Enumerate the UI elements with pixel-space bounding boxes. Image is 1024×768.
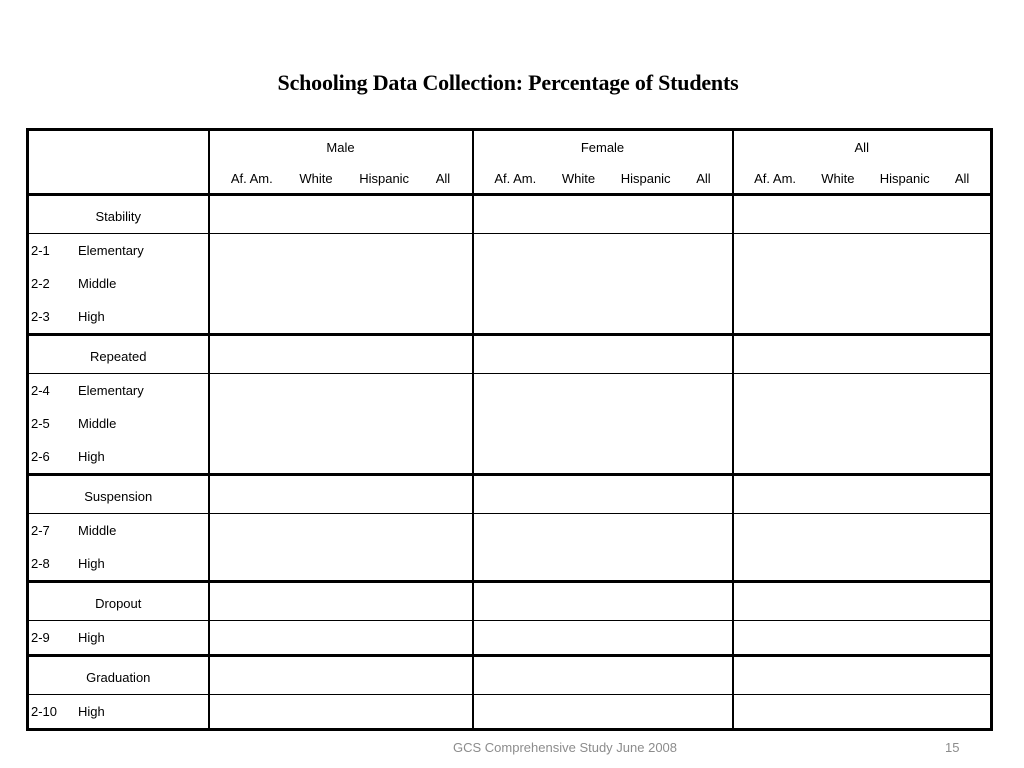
item-level: Elementary — [78, 383, 144, 398]
column-header: White — [299, 170, 333, 186]
section-row-repeated — [28, 335, 992, 374]
group-header-row — [28, 130, 992, 164]
section-label: Graduation — [28, 656, 209, 695]
table-row — [28, 300, 992, 335]
column-header: All — [696, 170, 711, 186]
column-header: All — [435, 170, 451, 186]
item-level: Middle — [78, 523, 117, 538]
table-row — [28, 514, 992, 548]
item-level: Middle — [78, 276, 117, 291]
item-level: High — [78, 704, 105, 719]
item-level: Middle — [78, 416, 117, 431]
table-row — [28, 547, 992, 582]
group-header-all: All — [733, 130, 992, 164]
section-label: Suspension — [28, 475, 209, 514]
item-code: 2-10 — [31, 704, 58, 719]
column-header: Hispanic — [620, 170, 671, 186]
section-label: Stability — [28, 195, 209, 234]
column-header: Af. Am. — [230, 170, 273, 186]
item-code: 2-5 — [31, 416, 50, 431]
column-header: Af. Am. — [494, 170, 537, 186]
table-row — [28, 621, 992, 656]
column-header: All — [954, 170, 970, 186]
section-row-stability — [28, 195, 992, 234]
section-row-dropout — [28, 582, 992, 621]
slide-title: Schooling Data Collection: Percentage of Students — [277, 70, 739, 95]
item-level: High — [78, 309, 105, 324]
item-code: 2-6 — [31, 449, 50, 464]
male-subheaders — [209, 163, 473, 195]
column-header: Af. Am. — [754, 170, 797, 186]
section-label: Repeated — [28, 335, 209, 374]
item-code: 2-4 — [31, 383, 50, 398]
item-code: 2-3 — [31, 309, 50, 324]
column-header: Hispanic — [359, 170, 410, 186]
item-level: High — [78, 630, 105, 645]
column-header: White — [561, 170, 596, 186]
item-level: High — [78, 556, 105, 571]
item-level: High — [78, 449, 105, 464]
table-row — [28, 407, 992, 440]
corner-cell — [28, 130, 209, 195]
column-header: Hispanic — [879, 170, 930, 186]
item-level: Elementary — [78, 243, 144, 258]
section-row-graduation — [28, 656, 992, 695]
section-label: Dropout — [28, 582, 209, 621]
female-subheaders — [473, 163, 733, 195]
page-number: 15 — [945, 740, 960, 755]
table-row — [28, 695, 992, 730]
section-row-suspension — [28, 475, 992, 514]
group-header-male: Male — [209, 130, 473, 164]
item-code: 2-7 — [31, 523, 50, 538]
item-code: 2-1 — [31, 243, 50, 258]
table-row — [28, 267, 992, 300]
data-collection-table — [26, 128, 993, 731]
table-row — [28, 374, 992, 408]
group-header-female: Female — [473, 130, 733, 164]
footer-text: GCS Comprehensive Study June 2008 — [453, 740, 678, 755]
item-code: 2-8 — [31, 556, 50, 571]
all-subheaders — [733, 163, 992, 195]
table-row — [28, 234, 992, 268]
item-code: 2-2 — [31, 276, 50, 291]
table-row — [28, 440, 992, 475]
column-header: White — [821, 170, 855, 186]
item-code: 2-9 — [31, 630, 50, 645]
